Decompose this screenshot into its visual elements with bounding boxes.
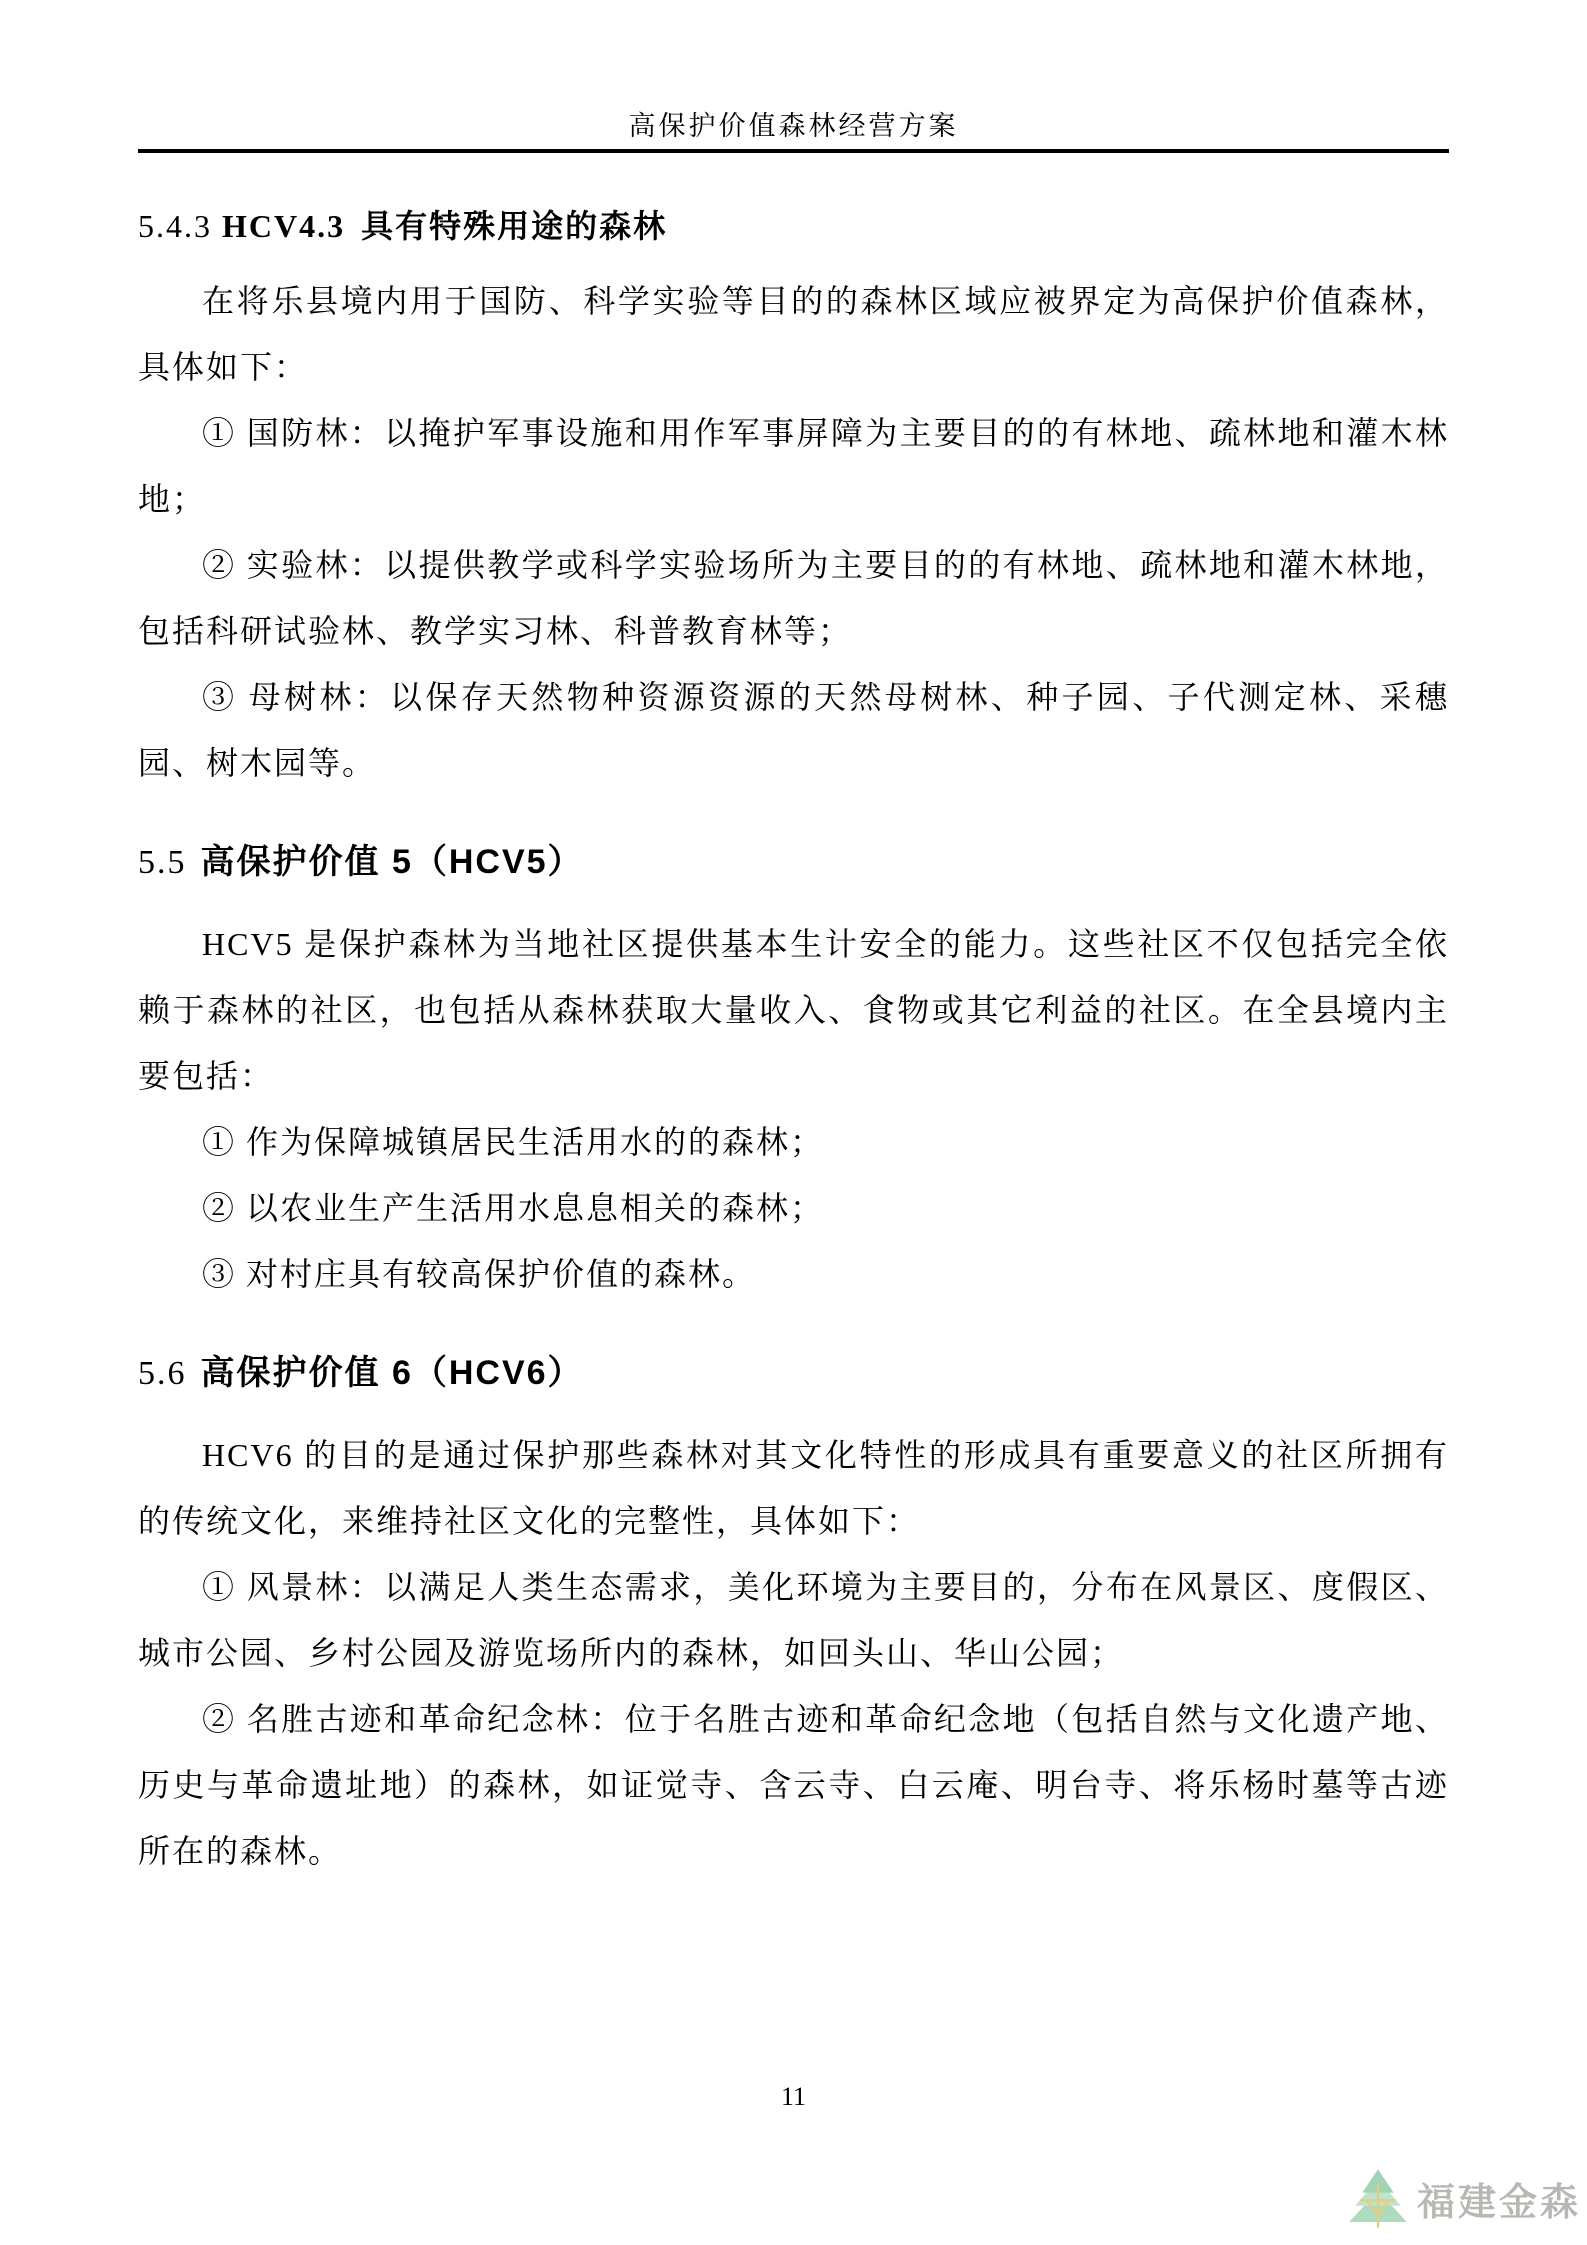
list-item-experiment-forest: ② 实验林：以提供教学或科学实验场所为主要目的的有林地、疏林地和灌木林地，包括科研试验林、教学实习林、科普教育林等； xyxy=(138,547,1449,649)
header-rule xyxy=(138,149,1449,153)
section-number: 5.5 xyxy=(138,844,187,881)
section-number: 5.4.3 xyxy=(138,208,212,244)
section-title: 具有特殊用途的森林 xyxy=(361,208,668,244)
list-item-village-value-forest: ③ 对村庄具有较高保护价值的森林。 xyxy=(202,1256,757,1292)
list-item-heritage-forest: ② 名胜古迹和革命纪念林：位于名胜古迹和革命纪念地（包括自然与文化遗产地、历史与革命遗址地）的森林，如证觉寺、含云寺、白云庵、明台寺、将乐杨时墓等古迹所在的森林。 xyxy=(138,1701,1449,1869)
section-heading-5-4-3 xyxy=(138,202,1449,250)
paragraph-intro-hcv43: 在将乐县境内用于国防、科学实验等目的的森林区域应被界定为高保护价值森林，具体如下： xyxy=(138,283,1449,385)
paragraph-intro-hcv5: HCV5 是保护森林为当地社区提供基本生计安全的能力。这些社区不仅包括完全依赖于森林的社区，也包括从森林获取大量收入、食物或其它利益的社区。在全县境内主要包括： xyxy=(138,926,1449,1094)
page-number: 11 xyxy=(780,2082,807,2111)
list-item-scenic-forest: ① 风景林：以满足人类生态需求，美化环境为主要目的，分布在风景区、度假区、城市公园、乡村公园及游览场所内的森林，如回头山、华山公园； xyxy=(138,1569,1449,1671)
section-title: 高保护价值 5（HCV5） xyxy=(200,843,584,881)
logo-text: 福建金森 xyxy=(1416,2181,1581,2224)
section-code: HCV4.3 xyxy=(222,208,346,244)
list-item-mother-tree-forest: ③ 母树林：以保存天然物种资源资源的天然母树林、种子园、子代测定林、采穗园、树木园等。 xyxy=(138,679,1449,781)
list-item-agriculture-water-forest: ② 以农业生产生活用水息息相关的森林； xyxy=(202,1190,825,1226)
section-heading-5-6 xyxy=(138,1347,1449,1400)
section-number: 5.6 xyxy=(138,1355,187,1392)
section-title: 高保护价值 6（HCV6） xyxy=(200,1354,584,1392)
pine-tree-icon xyxy=(1347,2168,1409,2228)
paragraph-intro-hcv6: HCV6 的目的是通过保护那些森林对其文化特性的形成具有重要意义的社区所拥有的传统文化，来维持社区文化的完整性，具体如下： xyxy=(138,1437,1449,1539)
page-header-title: 高保护价值森林经营方案 xyxy=(628,111,959,141)
document-content xyxy=(138,196,1449,1884)
list-item-town-water-forest: ① 作为保障城镇居民生活用水的的森林； xyxy=(202,1124,825,1160)
section-heading-5-5 xyxy=(138,836,1449,889)
list-item-defense-forest: ① 国防林：以掩护军事设施和用作军事屏障为主要目的的有林地、疏林地和灌木林地； xyxy=(138,415,1449,517)
company-logo xyxy=(1347,2168,1581,2228)
